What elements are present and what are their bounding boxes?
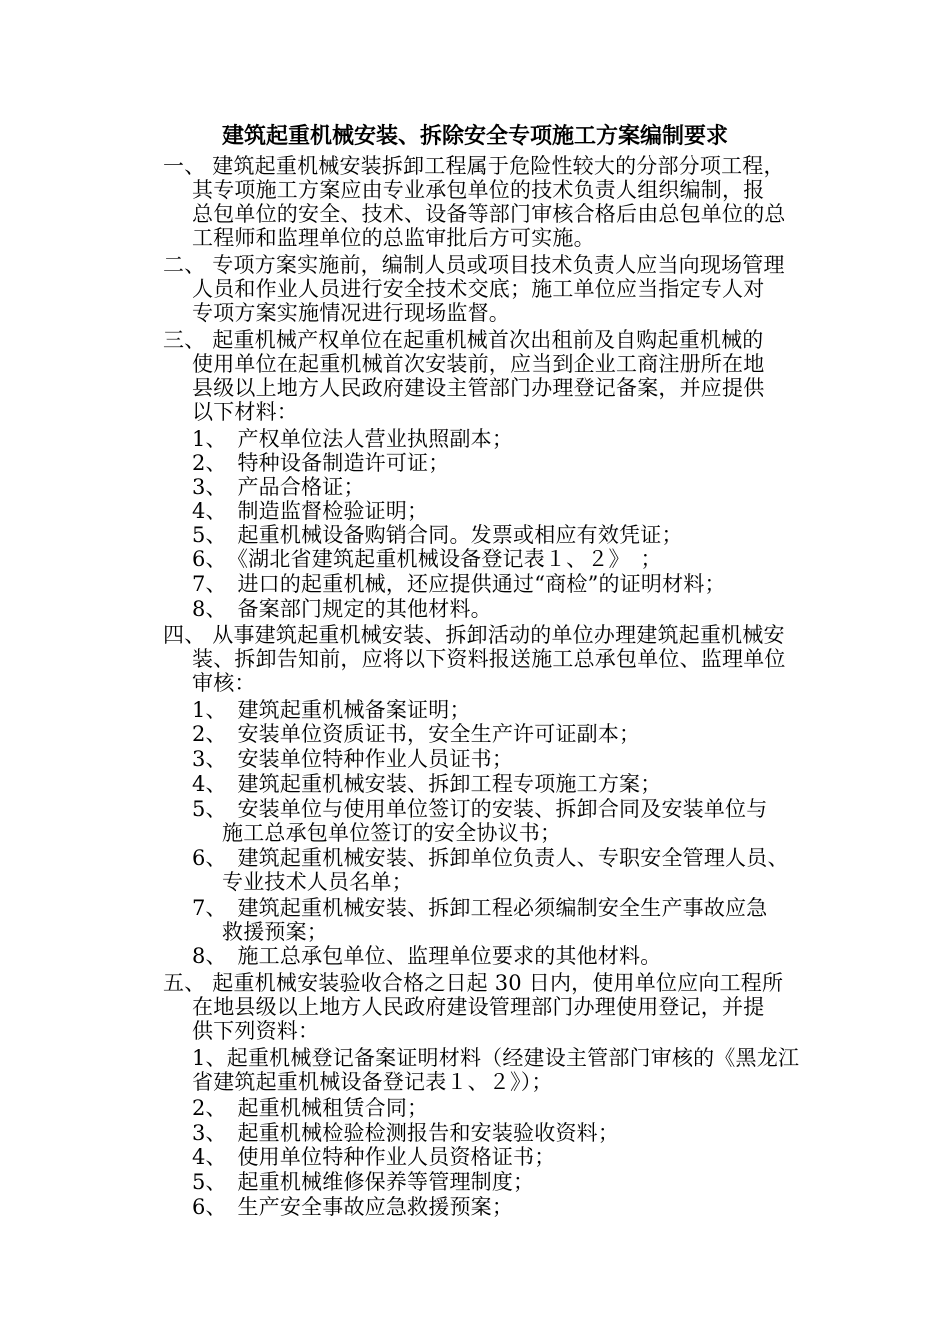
list-item: 2、 特种设备制造许可证； bbox=[192, 451, 450, 475]
paragraph-line: 装、拆卸告知前，应将以下资料报送施工总承包单位、监理单位 bbox=[192, 647, 786, 671]
list-item: 5、 起重机械设备购销合同。发票或相应有效凭证； bbox=[192, 523, 683, 547]
paragraph-line: 使用单位在起重机械首次安装前，应当到企业工商注册所在地 bbox=[192, 352, 765, 376]
list-item-continuation: 省建筑起重机械设备登记表１、２》）； bbox=[192, 1070, 553, 1094]
paragraph-line: 审核： bbox=[192, 671, 256, 695]
list-item: 1、起重机械登记备案证明材料（经建设主管部门审核的《黑龙江 bbox=[192, 1046, 800, 1070]
list-item: 4、 建筑起重机械安装、拆卸工程专项施工方案； bbox=[192, 772, 662, 796]
list-item: 3、 产品合格证； bbox=[192, 475, 365, 499]
section-1-heading: 一、 建筑起重机械安装拆卸工程属于危险性较大的分部分项工程， bbox=[163, 154, 785, 178]
section-3-heading: 三、 起重机械产权单位在起重机械首次出租前及自购起重机械的 bbox=[163, 328, 764, 352]
list-item: 6、 《湖北省建筑起重机械设备登记表１、２》 ； bbox=[192, 547, 662, 571]
paragraph-line: 其专项施工方案应由专业承包单位的技术负责人组织编制，报 bbox=[192, 178, 765, 202]
paragraph-line: 县级以上地方人民政府建设主管部门办理登记备案，并应提供 bbox=[192, 376, 765, 400]
paragraph-line: 人员和作业人员进行安全技术交底；施工单位应当指定专人对 bbox=[192, 277, 765, 301]
list-item: 8、 备案部门规定的其他材料。 bbox=[192, 597, 492, 621]
paragraph-line: 专项方案实施情况进行现场监督。 bbox=[192, 301, 510, 325]
list-item: 8、 施工总承包单位、监理单位要求的其他材料。 bbox=[192, 944, 662, 968]
list-item: 5、 起重机械维修保养等管理制度； bbox=[192, 1170, 535, 1194]
list-item: 2、 起重机械租赁合同； bbox=[192, 1096, 429, 1120]
paragraph-line: 供下列资料： bbox=[192, 1019, 320, 1043]
paragraph-line: 总包单位的安全、技术、设备等部门审核合格后由总包单位的总 bbox=[192, 202, 786, 226]
list-item: 1、 产权单位法人营业执照副本； bbox=[192, 427, 514, 451]
list-item: 3、 起重机械检验检测报告和安装验收资料； bbox=[192, 1121, 620, 1145]
list-item: 6、 生产安全事故应急救援预案； bbox=[192, 1195, 514, 1219]
list-item: 5、 安装单位与使用单位签订的安装、拆卸合同及安装单位与 bbox=[192, 797, 768, 821]
section-5-heading: 五、 起重机械安装验收合格之日起 30 日内，使用单位应向工程所 bbox=[163, 971, 784, 995]
section-4-heading: 四、 从事建筑起重机械安装、拆卸活动的单位办理建筑起重机械安 bbox=[163, 623, 785, 647]
list-item: 7、 建筑起重机械安装、拆卸工程必须编制安全生产事故应急 bbox=[192, 896, 768, 920]
list-item: 1、 建筑起重机械备案证明； bbox=[192, 698, 471, 722]
list-item-continuation: 施工总承包单位签订的安全协议书； bbox=[222, 821, 562, 845]
paragraph-line: 工程师和监理单位的总监审批后方可实施。 bbox=[192, 226, 595, 250]
paragraph-line: 以下材料： bbox=[192, 400, 298, 424]
list-item: 4、 制造监督检验证明； bbox=[192, 499, 429, 523]
list-item: 7、 进口的起重机械，还应提供通过“商检”的证明材料； bbox=[192, 572, 726, 596]
document-title: 建筑起重机械安装、拆除安全专项施工方案编制要求 bbox=[221, 124, 728, 149]
section-2-heading: 二、 专项方案实施前，编制人员或项目技术负责人应当向现场管理 bbox=[163, 253, 785, 277]
list-item: 3、 安装单位特种作业人员证书； bbox=[192, 747, 514, 771]
list-item-continuation: 专业技术人员名单； bbox=[222, 870, 413, 894]
list-item: 6、 建筑起重机械安装、拆卸单位负责人、专职安全管理人员、 bbox=[192, 846, 789, 870]
list-item: 2、 安装单位资质证书，安全生产许可证副本； bbox=[192, 722, 641, 746]
paragraph-line: 在地县级以上地方人民政府建设管理部门办理使用登记，并提 bbox=[192, 995, 765, 1019]
list-item-continuation: 救援预案； bbox=[222, 920, 328, 944]
list-item: 4、 使用单位特种作业人员资格证书； bbox=[192, 1145, 556, 1169]
